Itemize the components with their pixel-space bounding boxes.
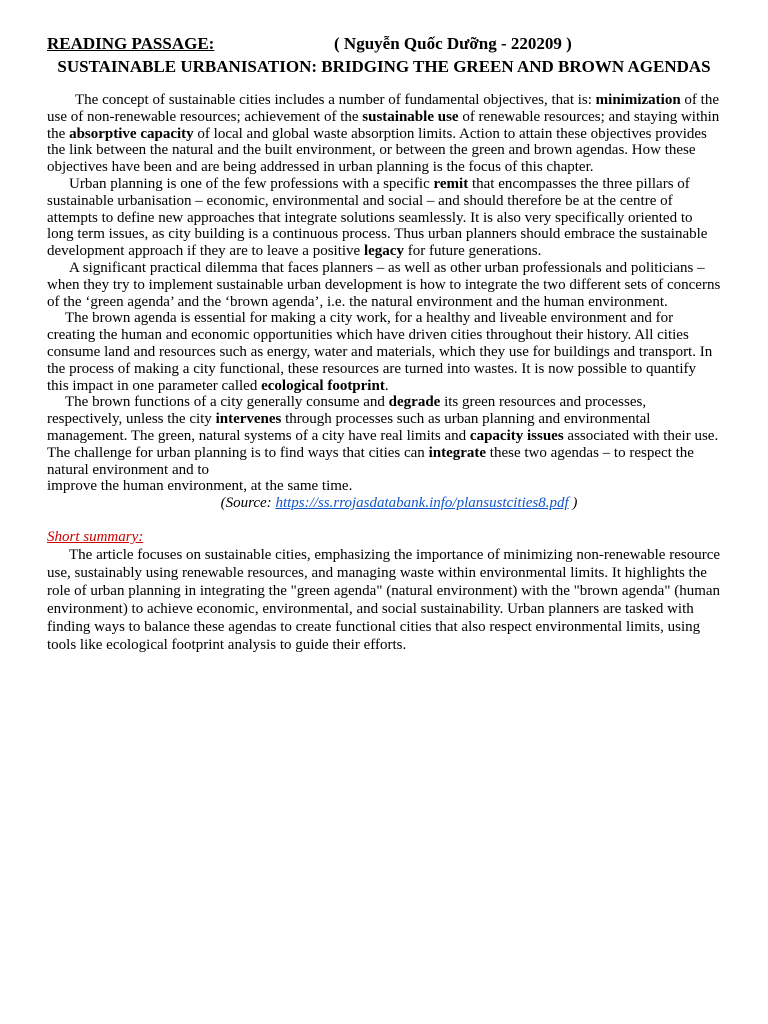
source-suffix: ) — [568, 495, 578, 512]
keyword-sustainable-use: sustainable use — [362, 108, 459, 125]
text-run: A significant practical dilemma that faces planners – as well as other urban professionals and politicians – when they try to implement sustainable urban development is how to integrate the two different sets of concerns of the ‘green agenda’ and the ‘brown agenda’, i.e. the natural environment and the human environment. — [47, 259, 721, 310]
keyword-integrate: integrate — [428, 444, 487, 461]
paragraph-6 — [47, 478, 721, 495]
passage-title: SUSTAINABLE URBANISATION: BRIDGING THE GREEN AND BROWN AGENDAS — [57, 57, 711, 76]
keyword-absorptive-capacity: absorptive capacity — [69, 125, 194, 142]
text-run: of the use of non-renewable resources; achievement of the — [47, 92, 719, 125]
keyword-degrade: degrade — [388, 394, 441, 411]
paragraph-3 — [47, 260, 721, 310]
text-run: of local and global waste absorption limits. Action to attain these objectives provides the link between the natural and the built environment, or between the green and brown agendas. How these objectives have been and are being addressed in urban planning is the focus of this chapter. — [47, 125, 707, 176]
text-run: The concept of sustainable cities includes a number of fundamental objectives, that is: — [75, 92, 596, 108]
keyword-remit: remit — [433, 175, 469, 192]
text-run: improve the human environment, at the same time. — [47, 478, 353, 495]
text-run: these two agendas – to respect the natural environment and to — [47, 444, 694, 478]
paragraph-2 — [47, 176, 721, 260]
text-run: The brown functions of a city generally consume and — [65, 394, 389, 411]
reading-passage-label: READING PASSAGE: — [47, 34, 215, 53]
document-page — [47, 34, 721, 654]
text-run: its green resources and processes, respectively, unless the city — [47, 394, 647, 428]
text-run: associated with their use. The challenge for urban planning is to find ways that cities can — [47, 427, 719, 461]
keyword-capacity-issues: capacity issues — [469, 427, 564, 444]
keyword-ecological-footprint: ecological footprint — [261, 377, 385, 394]
source-line — [47, 495, 721, 512]
keyword-legacy: legacy — [363, 243, 404, 260]
text-run: for future generations. — [403, 243, 542, 260]
summary-text: The article focuses on sustainable cities, emphasizing the importance of minimizing non-renewable resource use, sustainably using renewable resources, and managing waste within environmental limits. It highlights the role of urban planning in integrating the "green agenda" (natural environment) with the "brown agenda" (human environment) to achieve economic, environmental, and social sustainability. Urban planners are tasked with finding ways to balance these agendas to create functional cities that also respect environmental limits, using tools like ecological footprint analysis to guide their efforts. — [47, 546, 721, 653]
text-run: The brown agenda is essential for making a city work, for a healthy and liveable environment and for creating the human and economic opportunities which have driven cities throughout their history. All cities consume land and resources such as energy, water and materials, which they use for buildings and transport. In the process of making a city functional, these resources are turned into wastes. It is now possible to quantify this impact in one parameter called — [47, 310, 713, 394]
keyword-intervenes: intervenes — [215, 411, 282, 428]
header — [47, 34, 721, 56]
paragraph-1 — [47, 92, 721, 176]
source-prefix: (Source: — [220, 495, 276, 512]
source-link[interactable]: https://ss.rrojasdatabank.info/plansustcities8.pdf — [275, 495, 569, 512]
text-run: . — [384, 377, 389, 394]
paragraph-4 — [47, 310, 721, 394]
text-run: Urban planning is one of the few professions with a specific — [69, 175, 434, 192]
text-run: of renewable resources; and staying within the — [47, 108, 720, 142]
paragraph-5 — [47, 394, 721, 478]
text-run: through processes such as urban planning and environmental management. The green, natural systems of a city have real limits and — [47, 411, 651, 444]
text-run: that encompasses the three pillars of sustainable urbanisation – economic, environmental and social – and should therefore be at the centre of attempts to define new approaches that integrate solutions seamlessly. It is also very specifically oriented to long term issues, as city building is a continuous process. Thus urban planners should embrace the sustainable development approach if they are to leave a positive — [47, 175, 708, 260]
summary-heading: Short summary: — [47, 528, 144, 545]
author-info: ( Nguyễn Quốc Dưỡng - 220209 ) — [334, 34, 572, 53]
keyword-minimization: minimization — [595, 92, 681, 108]
passage-body — [47, 92, 721, 512]
